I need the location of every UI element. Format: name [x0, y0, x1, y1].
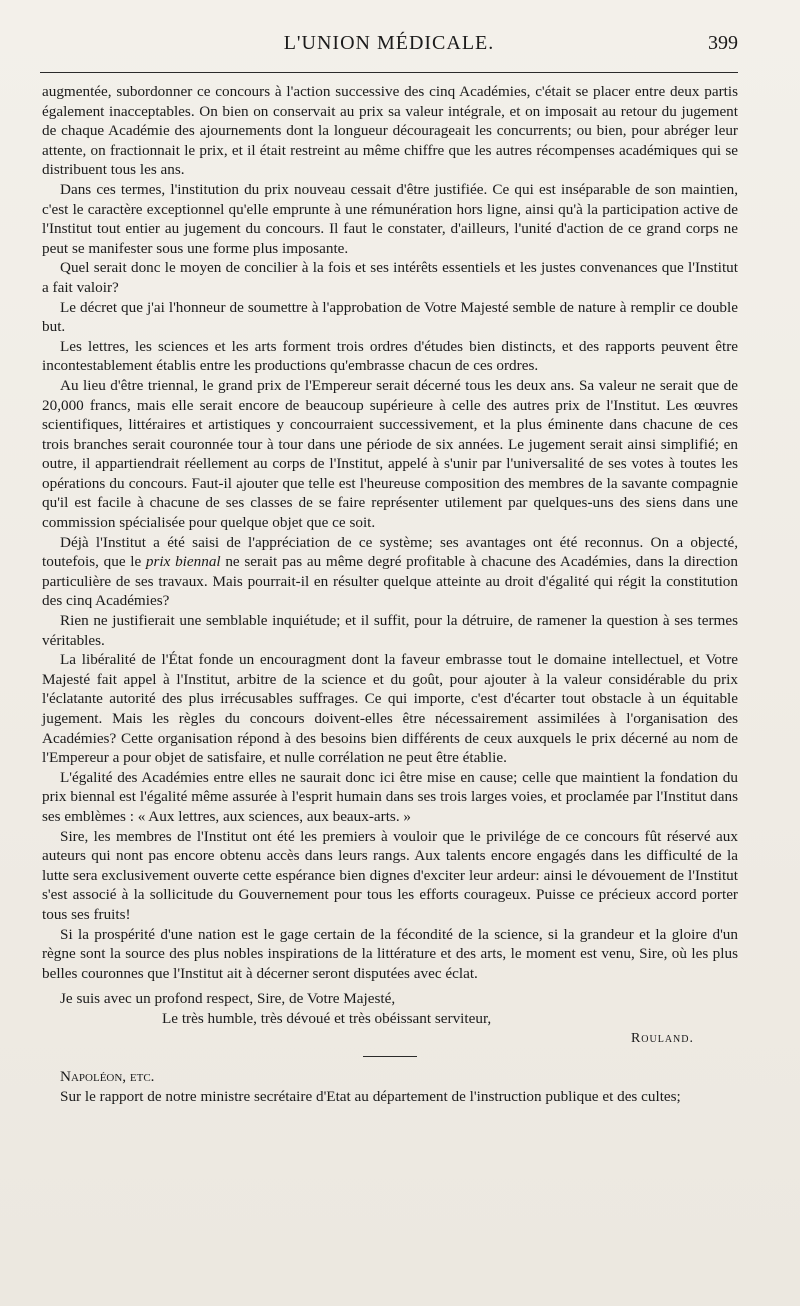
paragraph: Au lieu d'être triennal, le grand prix de l'Empereur serait décerné tous les deux ans. Sa valeur ne serait que de 20,000 francs, mais elle serait encore de beaucoup supérieure à celle des autres prix de l'Institut. Les œuvres scientifiques, littéraires et artistiques y concourraient successivement, et la plus éminente dans chacune de ces trois branches serait couronnée tour à tour dans une période de six années. Le jugement serait ainsi simplifié; en outre, il appartiendrait réellement au corps de l'Institut, appelé à s'unir par l'universalité de ses votes à toutes les opérations du concours. Faut-il ajouter que telle est l'heureuse composition des membres de la savante compagnie qu'il est facile à chacune de ses classes de se faire représenter utilement par quelques-uns des siens dans une commission spécialisée pour quelque objet que ce soit.: [42, 376, 738, 532]
section-divider: [363, 1056, 417, 1057]
paragraph: Quel serait donc le moyen de concilier à la fois et ses intérêts essentiels et les justes convenances que l'Institut a fait valoir?: [42, 259, 738, 296]
paragraph: Sire, les membres de l'Institut ont été les premiers à vouloir que le privilége de ce concours fût réservé aux auteurs qui nont pas encore obtenu accès dans leurs rangs. Aux talents encore engagés dans les difficulté de la lutte sera exclusivement ouverte cette espérance bien dignes d'exciter leur ardeur: ainsi le dévouement de l'Institut s'est associé à la sollicitude du Gouvernement pour tous les efforts courageux. Puisse ce précieux accord porter tous ses fruits!: [42, 827, 738, 923]
signature: Rouland.: [630, 1030, 694, 1046]
page-header: [40, 30, 738, 66]
paragraph: Les lettres, les sciences et les arts forment trois ordres d'études bien distincts, et des rapports peuvent être incontestablement établis entre les productions qu'embrasse chacun de ces ordres.: [42, 337, 738, 375]
running-title: L'UNION MÉDICALE.: [283, 32, 495, 54]
header-rule: [40, 72, 738, 73]
paragraph: [42, 533, 738, 611]
closing-signoff: Le très humble, très dévoué et très obéissant serviteur,: [162, 1009, 492, 1027]
paragraph: La libéralité de l'État fonde un encouragment dont la faveur embrasse tout le domaine intellectuel, et Votre Majesté fait appel à l'Institut, arbitre de la science et du goût, pour ajouter à la valeur considérable du prix l'éclatante autorité des plus irrécusables suffrages. Ce qui importe, c'est d'écarter tout obstacle à un équitable jugement. Mais les règles du concours doivent-elles être nécessairement assimilées à l'organisation des Académies? Cette organisation répond à des besoins bien différents de ceux auxquels le prix décerné au nom de l'Empereur a pour objet de satisfaire, et nulle corrélation ne peut être établie.: [42, 651, 738, 767]
italic-term: prix biennal: [145, 553, 221, 571]
paragraph-text: ne serait pas au même degré profitable à chacune des Académies, dans la direction particulière de ses travaux. Mais pourrait-il en résulter quelque atteinte au droit d'égalité qui régit la constitution des cinq Académies?: [42, 553, 738, 610]
paragraph-text: Déjà l'Institut a été saisi de l'appréciation de ce système; ses avantages ont été reconnus. On a objecté, toutefois, que le: [42, 533, 738, 571]
page-number: 399: [708, 32, 738, 54]
decree-text: Sur le rapport de notre ministre secrétaire d'Etat au département de l'instruction publique et des cultes;: [60, 1087, 681, 1105]
paragraph: L'égalité des Académies entre elles ne saurait donc ici être mise en cause; celle que maintient la fondation du prix biennal est l'égalité même assurée à l'esprit humain dans ses trois larges voies, et proclamée par l'Institut dans ses emblèmes : « Aux lettres, aux sciences, aux beaux-arts. »: [42, 768, 738, 825]
paragraph: Le décret que j'ai l'honneur de soumettre à l'approbation de Votre Majesté semble de nature à remplir ce double but.: [42, 298, 738, 336]
decree-heading: Napoléon, etc.: [60, 1068, 155, 1086]
paragraph: Rien ne justifierait une semblable inquiétude; et il suffit, pour la détruire, de ramener la question à ses termes véritables.: [42, 612, 738, 649]
article-body: [42, 82, 738, 1106]
paragraph: Dans ces termes, l'institution du prix nouveau cessait d'être justifiée. Ce qui est inséparable de son maintien, c'est le caractère exceptionnel qu'elle emprunte à une rémunération hors ligne, ainsi qu'à la participation active de l'Institut tout entier au jugement du concours. Il faut le constater, d'ailleurs, l'unité d'action de ce grand corps ne peut se manifester sous une forme plus imposante.: [42, 180, 738, 257]
paragraph: Si la prospérité d'une nation est le gage certain de la fécondité de la science, si la grandeur et la gloire d'un règne sont la source des plus nobles inspirations de la littérature et des arts, le moment est venu, Sire, où les plus belles couronnes que l'Institut ait à décerner seront disputées avec éclat.: [42, 925, 738, 982]
paragraph: augmentée, subordonner ce concours à l'action successive des cinq Académies, c'était se placer entre deux partis également inacceptables. On bien on conservait au prix sa valeur intégrale, et on imposait au retour du jugement de chaque Académie des ajournements dont la longueur décourageait les concurrents; ou bien, pour abréger leur attente, on fractionnait le prix, et il était restreint au même chiffre que les autres récompenses académiques qui se distribuent tous les ans.: [42, 83, 738, 179]
closing-line: Je suis avec un profond respect, Sire, de Votre Majesté,: [60, 990, 396, 1008]
